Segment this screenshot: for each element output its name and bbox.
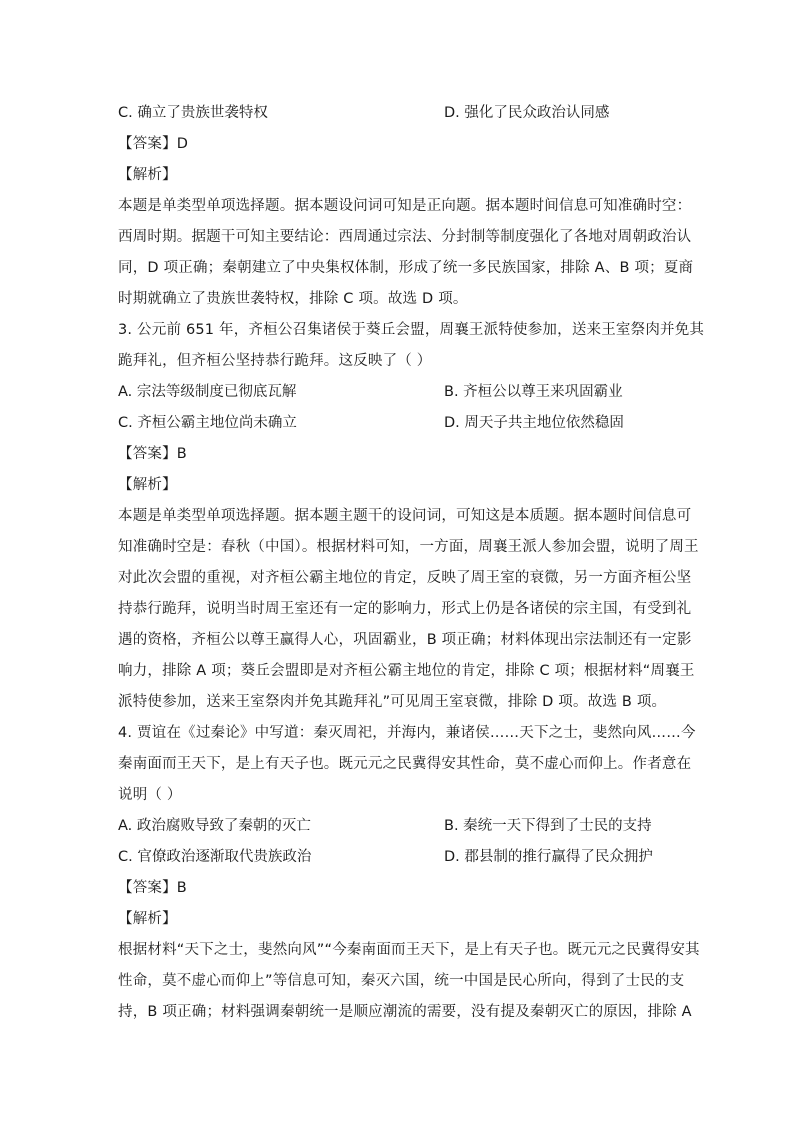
q3-options-row-ab xyxy=(118,377,678,408)
q3-option-d: D. 周天子共主地位依然稳固 xyxy=(444,415,624,431)
q3-option-c: C. 齐桓公霸主地位尚未确立 xyxy=(118,415,297,431)
q4-analysis-line: 根据材料“天下之士，斐然向风”“今秦南面而王天下，是上有天子也。既元元之民冀得安其 xyxy=(118,942,700,958)
q3-option-a: A. 宗法等级制度已彻底瓦解 xyxy=(118,384,297,400)
q2-answer: 【答案】D xyxy=(118,136,189,152)
q4-analysis-line: 性命，莫不虚心而仰上”等信息可知，秦灭六国，统一中国是民心所向，得到了士民的支 xyxy=(118,973,685,989)
q3-answer: 【答案】B xyxy=(118,446,187,462)
q2-options-row-cd xyxy=(118,98,678,129)
q3-analysis-line: 知准确时空是：春秋（中国）。根据材料可知，一方面，周襄王派人参加会盟，说明了周王 xyxy=(118,539,699,555)
q3-option-b: B. 齐桓公以尊王来巩固霸业 xyxy=(444,384,623,400)
q4-option-a: A. 政治腐败导致了秦朝的灭亡 xyxy=(118,818,311,834)
q3-analysis-line: 持恭行跪拜，说明当时周王室还有一定的影响力，形式上仍是各诸侯的宗主国，有受到礼 xyxy=(118,601,692,617)
q3-options-row-cd xyxy=(118,408,678,439)
q3-analysis-line: 响力，排除 A 项；葵丘会盟即是对齐桓公霸主地位的肯定，排除 C 项；根据材料“周襄王 xyxy=(118,663,695,679)
q2-analysis-line: 时期就确立了贵族世袭特权，排除 C 项。故选 D 项。 xyxy=(118,291,468,307)
q2-analysis-line: 本题是单类型单项选择题。据本题设问词可知是正向题。据本题时间信息可知准确时空： xyxy=(118,198,692,214)
q4-answer: 【答案】B xyxy=(118,880,187,896)
q4-stem-line: 4. 贾谊在《过秦论》中写道：秦灭周祀，并海内，兼诸侯……天下之士，斐然向风……今 xyxy=(118,725,696,741)
q3-analysis-line: 对此次会盟的重视，对齐桓公霸主地位的肯定，反映了周王室的衰微，另一方面齐桓公坚 xyxy=(118,570,692,586)
q4-stem-line: 秦南面而王天下，是上有天子也。既元元之民冀得安其性命，莫不虚心而仰上。作者意在 xyxy=(118,756,692,772)
q4-option-d: D. 郡县制的推行赢得了民众拥护 xyxy=(444,849,653,865)
q2-analysis-line: 同，D 项正确；秦朝建立了中央集权体制，形成了统一多民族国家，排除 A、B 项；夏商 xyxy=(118,260,694,276)
q2-analysis-label: 【解析】 xyxy=(118,167,177,183)
q3-analysis-line: 遇的资格，齐桓公以尊王赢得人心，巩固霸业，B 项正确；材料体现出宗法制还有一定影 xyxy=(118,632,692,648)
q4-stem-line: 说明（ ） xyxy=(118,787,182,803)
q3-analysis-label: 【解析】 xyxy=(118,477,177,493)
q2-option-c: C. 确立了贵族世袭特权 xyxy=(118,105,268,121)
q4-option-b: B. 秦统一天下得到了士民的支持 xyxy=(444,818,652,834)
q4-options-row-ab xyxy=(118,811,678,842)
document-page xyxy=(118,98,705,1028)
q3-analysis-line: 本题是单类型单项选择题。据本题主题干的设问词，可知这是本质题。据本题时间信息可 xyxy=(118,508,692,524)
q2-option-d: D. 强化了民众政治认同感 xyxy=(444,105,610,121)
q3-stem-line: 跪拜礼，但齐桓公坚持恭行跪拜。这反映了（ ） xyxy=(118,353,432,369)
q4-option-c: C. 官僚政治逐渐取代贵族政治 xyxy=(118,849,312,865)
q4-analysis-label: 【解析】 xyxy=(118,911,177,927)
q4-analysis-line: 持，B 项正确；材料强调秦朝统一是顺应潮流的需要，没有提及秦朝灭亡的原因，排除 A xyxy=(118,1004,692,1020)
q4-options-row-cd xyxy=(118,842,678,873)
q3-analysis-line: 派特使参加，送来王室祭肉并免其跪拜礼”可见周王室衰微，排除 D 项。故选 B 项。 xyxy=(118,694,667,710)
q2-analysis-line: 西周时期。据题干可知主要结论：西周通过宗法、分封制等制度强化了各地对周朝政治认 xyxy=(118,229,692,245)
q3-stem-line: 3. 公元前 651 年，齐桓公召集诸侯于葵丘会盟，周襄王派特使参加，送来王室祭肉并免其 xyxy=(118,322,705,338)
